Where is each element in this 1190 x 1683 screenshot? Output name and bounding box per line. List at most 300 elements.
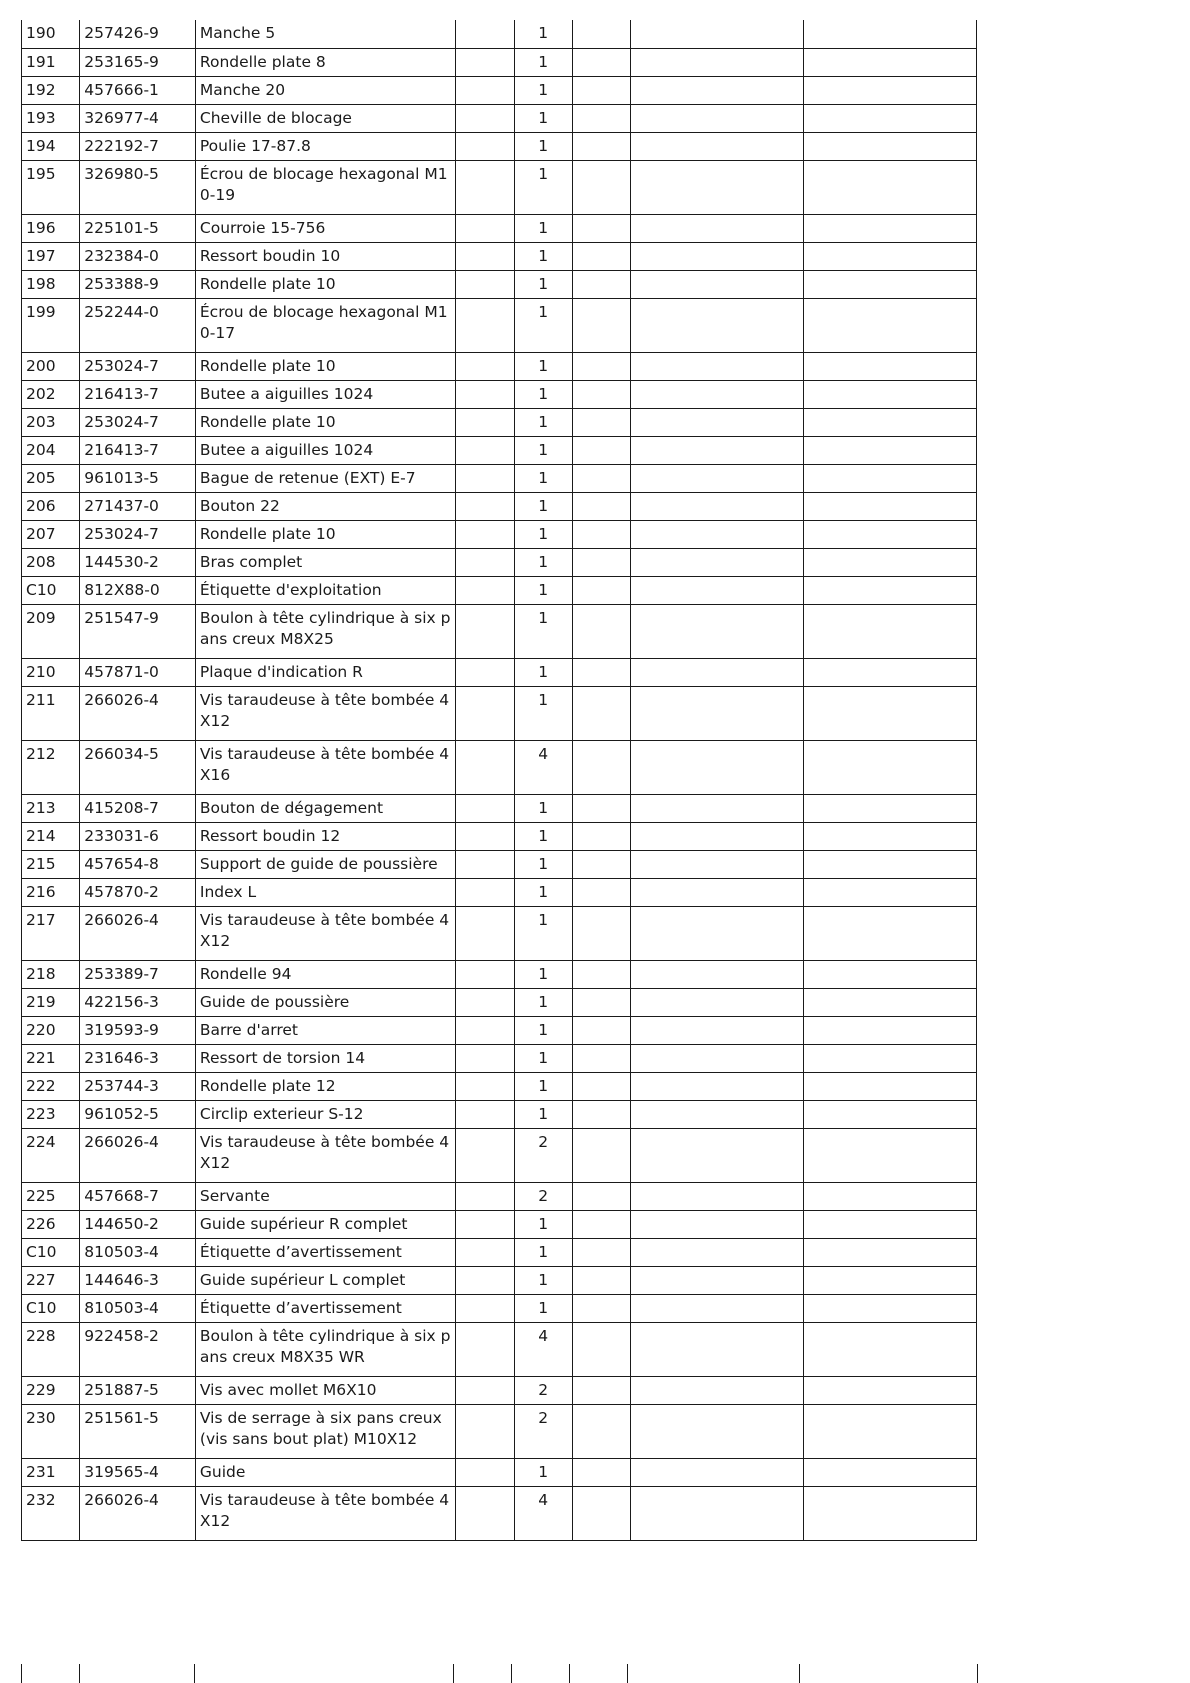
description-cell: Poulie 17-87.8 [195,132,455,160]
empty-cell [631,1294,804,1322]
item-number-cell: 232 [22,1486,80,1540]
table-row [22,436,977,464]
empty-cell [631,492,804,520]
table-row [22,1376,977,1404]
empty-cell [456,576,514,604]
part-number-cell: 253024-7 [80,520,196,548]
description-cell: Butee a aiguilles 1024 [195,436,455,464]
part-number-cell: 457871-0 [80,658,196,686]
item-number-cell: 210 [22,658,80,686]
item-number-cell: 223 [22,1100,80,1128]
empty-cell [572,1404,630,1458]
description-cell: Bague de retenue (EXT) E-7 [195,464,455,492]
quantity-cell: 1 [514,658,572,686]
table-row [22,48,977,76]
table-row [22,1072,977,1100]
empty-cell [631,604,804,658]
item-number-cell: 216 [22,878,80,906]
quantity-cell: 1 [514,520,572,548]
item-number-cell: 212 [22,740,80,794]
empty-cell [631,1016,804,1044]
empty-cell [572,20,630,48]
table-row [22,1458,977,1486]
empty-cell [456,604,514,658]
part-number-cell: 961052-5 [80,1100,196,1128]
item-number-cell: 213 [22,794,80,822]
empty-cell [631,214,804,242]
empty-cell [456,1266,514,1294]
table-row [22,298,977,352]
empty-cell [804,20,977,48]
item-number-cell: 202 [22,380,80,408]
item-number-cell: 203 [22,408,80,436]
empty-cell [572,214,630,242]
quantity-cell: 1 [514,1266,572,1294]
quantity-cell: 1 [514,906,572,960]
part-number-cell: 271437-0 [80,492,196,520]
empty-cell [631,380,804,408]
empty-cell [804,104,977,132]
table-row [22,548,977,576]
empty-cell [456,1100,514,1128]
quantity-cell: 1 [514,298,572,352]
description-cell: Rondelle 94 [195,960,455,988]
empty-cell [804,1238,977,1266]
empty-cell [631,988,804,1016]
empty-cell [572,658,630,686]
empty-cell [456,960,514,988]
empty-cell [456,1210,514,1238]
table-row [22,1486,977,1540]
empty-cell [456,104,514,132]
part-number-cell: 961013-5 [80,464,196,492]
description-cell: Bouton 22 [195,492,455,520]
quantity-cell: 4 [514,1322,572,1376]
empty-cell [456,548,514,576]
item-number-cell: 205 [22,464,80,492]
empty-cell [572,1458,630,1486]
empty-cell [456,20,514,48]
empty-cell [572,1044,630,1072]
part-number-cell: 252244-0 [80,298,196,352]
description-cell: Manche 20 [195,76,455,104]
empty-cell [456,76,514,104]
item-number-cell: 217 [22,906,80,960]
item-number-cell: 227 [22,1266,80,1294]
empty-cell [631,104,804,132]
item-number-cell: 192 [22,76,80,104]
empty-cell [631,1404,804,1458]
part-number-cell: 319565-4 [80,1458,196,1486]
empty-cell [631,352,804,380]
empty-cell [804,822,977,850]
empty-cell [456,492,514,520]
empty-cell [804,1210,977,1238]
quantity-cell: 4 [514,740,572,794]
table-row [22,270,977,298]
empty-cell [456,794,514,822]
quantity-cell: 1 [514,1458,572,1486]
description-cell: Boulon à tête cylindrique à six pans creux M8X35 WR [195,1322,455,1376]
empty-cell [456,906,514,960]
table-row [22,104,977,132]
empty-cell [631,1100,804,1128]
empty-cell [631,740,804,794]
table-row [22,1238,977,1266]
parts-list [21,20,977,1541]
part-number-cell: 457668-7 [80,1182,196,1210]
empty-cell [572,960,630,988]
description-cell: Rondelle plate 8 [195,48,455,76]
empty-cell [631,298,804,352]
table-row [22,604,977,658]
empty-cell [804,850,977,878]
quantity-cell: 1 [514,380,572,408]
part-number-cell: 326980-5 [80,160,196,214]
empty-cell [631,270,804,298]
empty-cell [804,352,977,380]
part-number-cell: 253165-9 [80,48,196,76]
empty-cell [804,878,977,906]
description-cell: Vis avec mollet M6X10 [195,1376,455,1404]
table-row [22,850,977,878]
empty-cell [631,658,804,686]
empty-cell [456,1486,514,1540]
description-cell: Cheville de blocage [195,104,455,132]
empty-cell [804,1458,977,1486]
table-row [22,960,977,988]
part-number-cell: 225101-5 [80,214,196,242]
empty-cell [804,1376,977,1404]
item-number-cell: 195 [22,160,80,214]
description-cell: Ressort boudin 12 [195,822,455,850]
description-cell: Étiquette d’avertissement [195,1294,455,1322]
empty-cell [631,960,804,988]
empty-cell [631,48,804,76]
description-cell: Rondelle plate 10 [195,520,455,548]
quantity-cell: 1 [514,242,572,270]
description-cell: Guide de poussière [195,988,455,1016]
description-cell: Écrou de blocage hexagonal M10-17 [195,298,455,352]
part-number-cell: 144650-2 [80,1210,196,1238]
table-row [22,464,977,492]
empty-cell [572,1072,630,1100]
description-cell: Bras complet [195,548,455,576]
table-row [22,492,977,520]
quantity-cell: 1 [514,1238,572,1266]
quantity-cell: 1 [514,1210,572,1238]
table-row [22,20,977,48]
empty-cell [572,576,630,604]
empty-cell [631,408,804,436]
table-row [22,76,977,104]
description-cell: Étiquette d’avertissement [195,1238,455,1266]
quantity-cell: 2 [514,1128,572,1182]
part-number-cell: 257426-9 [80,20,196,48]
empty-cell [804,988,977,1016]
empty-cell [804,1404,977,1458]
part-number-cell: 251547-9 [80,604,196,658]
empty-cell [804,132,977,160]
table-row [22,1128,977,1182]
table-row [22,380,977,408]
empty-cell [572,1210,630,1238]
part-number-cell: 232384-0 [80,242,196,270]
description-cell: Ressort de torsion 14 [195,1044,455,1072]
quantity-cell: 1 [514,20,572,48]
part-number-cell: 253744-3 [80,1072,196,1100]
empty-cell [631,822,804,850]
table-row [22,1182,977,1210]
empty-cell [456,822,514,850]
empty-cell [456,1238,514,1266]
description-cell: Circlip exterieur S-12 [195,1100,455,1128]
item-number-cell: 224 [22,1128,80,1182]
empty-cell [456,132,514,160]
empty-cell [572,520,630,548]
item-number-cell: 220 [22,1016,80,1044]
description-cell: Vis taraudeuse à tête bombée 4X12 [195,686,455,740]
empty-cell [804,740,977,794]
table-row [22,520,977,548]
empty-cell [572,1322,630,1376]
description-cell: Servante [195,1182,455,1210]
empty-cell [631,436,804,464]
quantity-cell: 1 [514,214,572,242]
part-number-cell: 266026-4 [80,686,196,740]
empty-cell [631,1128,804,1182]
table-row [22,214,977,242]
part-number-cell: 415208-7 [80,794,196,822]
empty-cell [572,822,630,850]
quantity-cell: 1 [514,1072,572,1100]
empty-cell [572,298,630,352]
empty-cell [631,850,804,878]
item-number-cell: 221 [22,1044,80,1072]
empty-cell [456,520,514,548]
part-number-cell: 216413-7 [80,380,196,408]
table-row [22,794,977,822]
quantity-cell: 1 [514,548,572,576]
empty-cell [456,298,514,352]
quantity-cell: 1 [514,850,572,878]
empty-cell [456,1016,514,1044]
description-cell: Rondelle plate 12 [195,1072,455,1100]
quantity-cell: 1 [514,1016,572,1044]
empty-cell [804,436,977,464]
empty-cell [572,878,630,906]
empty-cell [572,160,630,214]
item-number-cell: 191 [22,48,80,76]
empty-cell [456,408,514,436]
item-number-cell: 225 [22,1182,80,1210]
empty-cell [456,380,514,408]
empty-cell [456,1128,514,1182]
part-number-cell: 810503-4 [80,1238,196,1266]
empty-cell [572,740,630,794]
table-continuation [21,1664,977,1683]
part-number-cell: 457870-2 [80,878,196,906]
empty-cell [572,1486,630,1540]
empty-cell [804,1044,977,1072]
item-number-cell: 214 [22,822,80,850]
table-row [22,988,977,1016]
empty-cell [804,1486,977,1540]
empty-cell [631,1210,804,1238]
table-row [22,352,977,380]
empty-cell [456,352,514,380]
item-number-cell: 209 [22,604,80,658]
empty-cell [456,1182,514,1210]
empty-cell [804,576,977,604]
empty-cell [631,464,804,492]
parts-table-body [22,20,977,1540]
quantity-cell: 1 [514,1100,572,1128]
empty-cell [804,464,977,492]
empty-cell [631,242,804,270]
quantity-cell: 1 [514,794,572,822]
quantity-cell: 1 [514,76,572,104]
table-row [22,242,977,270]
empty-cell [804,520,977,548]
empty-cell [631,878,804,906]
description-cell: Guide [195,1458,455,1486]
table-row [22,740,977,794]
quantity-cell: 1 [514,576,572,604]
quantity-cell: 1 [514,104,572,132]
quantity-cell: 1 [514,270,572,298]
item-number-cell: C10 [22,1294,80,1322]
part-number-cell: 253024-7 [80,408,196,436]
quantity-cell: 1 [514,604,572,658]
empty-cell [804,1182,977,1210]
empty-cell [456,464,514,492]
table-row [22,576,977,604]
part-number-cell: 319593-9 [80,1016,196,1044]
empty-cell [572,48,630,76]
empty-cell [456,740,514,794]
empty-cell [631,1376,804,1404]
empty-cell [631,1182,804,1210]
description-cell: Bouton de dégagement [195,794,455,822]
empty-cell [804,1322,977,1376]
item-number-cell: 218 [22,960,80,988]
quantity-cell: 1 [514,960,572,988]
empty-cell [804,214,977,242]
item-number-cell: 190 [22,20,80,48]
description-cell: Plaque d'indication R [195,658,455,686]
part-number-cell: 251887-5 [80,1376,196,1404]
empty-cell [572,1182,630,1210]
item-number-cell: 193 [22,104,80,132]
empty-cell [804,298,977,352]
empty-cell [456,160,514,214]
quantity-cell: 2 [514,1404,572,1458]
empty-cell [572,408,630,436]
empty-cell [631,1322,804,1376]
empty-cell [456,270,514,298]
part-number-cell: 253389-7 [80,960,196,988]
description-cell: Rondelle plate 10 [195,352,455,380]
quantity-cell: 1 [514,160,572,214]
empty-cell [572,794,630,822]
quantity-cell: 1 [514,1294,572,1322]
empty-cell [572,1016,630,1044]
empty-cell [804,1016,977,1044]
empty-cell [804,794,977,822]
empty-cell [631,76,804,104]
empty-cell [804,906,977,960]
empty-cell [631,1486,804,1540]
empty-cell [572,270,630,298]
table-row [22,1210,977,1238]
empty-cell [804,270,977,298]
quantity-cell: 1 [514,436,572,464]
item-number-cell: 197 [22,242,80,270]
empty-cell [572,380,630,408]
table-row [22,1404,977,1458]
empty-cell [572,464,630,492]
part-number-cell: 144530-2 [80,548,196,576]
description-cell: Guide supérieur R complet [195,1210,455,1238]
empty-cell [572,1238,630,1266]
item-number-cell: 211 [22,686,80,740]
empty-cell [631,548,804,576]
description-cell: Index L [195,878,455,906]
table-row [22,822,977,850]
table-row [22,1266,977,1294]
description-cell: Barre d'arret [195,1016,455,1044]
empty-cell [456,242,514,270]
empty-cell [804,548,977,576]
part-number-cell: 144646-3 [80,1266,196,1294]
table-row [22,658,977,686]
item-number-cell: 215 [22,850,80,878]
table-row [22,1322,977,1376]
quantity-cell: 1 [514,408,572,436]
empty-cell [572,1266,630,1294]
item-number-cell: 194 [22,132,80,160]
quantity-cell: 1 [514,464,572,492]
part-number-cell: 266026-4 [80,1486,196,1540]
empty-cell [456,878,514,906]
empty-cell [572,76,630,104]
item-number-cell: 226 [22,1210,80,1238]
quantity-cell: 1 [514,1044,572,1072]
part-number-cell: 266026-4 [80,906,196,960]
description-cell: Vis de serrage à six pans creux (vis sans bout plat) M10X12 [195,1404,455,1458]
part-number-cell: 222192-7 [80,132,196,160]
item-number-cell: 229 [22,1376,80,1404]
empty-cell [572,242,630,270]
description-cell: Guide supérieur L complet [195,1266,455,1294]
description-cell: Butee a aiguilles 1024 [195,380,455,408]
empty-cell [804,408,977,436]
empty-cell [804,686,977,740]
empty-cell [804,1072,977,1100]
description-cell: Manche 5 [195,20,455,48]
item-number-cell: 208 [22,548,80,576]
empty-cell [804,1100,977,1128]
item-number-cell: 204 [22,436,80,464]
empty-cell [631,1266,804,1294]
empty-cell [456,1376,514,1404]
part-number-cell: 266026-4 [80,1128,196,1182]
empty-cell [631,20,804,48]
empty-cell [804,242,977,270]
description-cell: Étiquette d'exploitation [195,576,455,604]
table-row [22,1294,977,1322]
